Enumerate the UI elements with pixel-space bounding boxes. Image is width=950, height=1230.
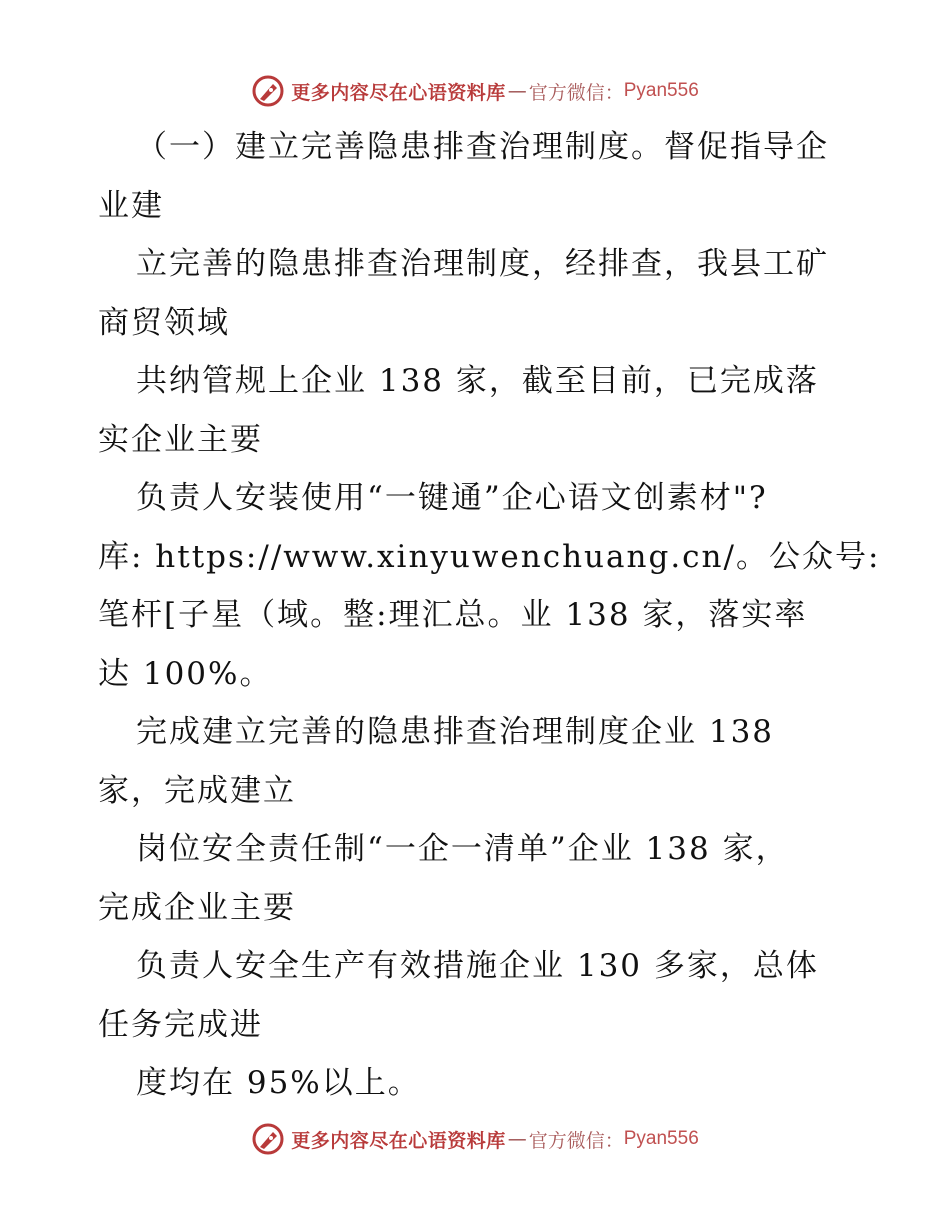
body-line: 业建 (98, 187, 164, 224)
body-line: 达 100%。 (98, 655, 273, 692)
body-line: 完成建立完善的隐患排查治理制度企业 138 (136, 714, 775, 750)
body-line: 库: https://www.xinyuwenchuang.cn/。公众号: (98, 538, 881, 575)
body-line: 岗位安全责任制“一企一清单”企业 138 家， (136, 831, 789, 867)
body-line: 笔杆[子星（域。整:理汇总。业 138 家，落实率 (98, 597, 808, 633)
pen-nib-logo-icon (251, 1122, 285, 1156)
footer-watermark-banner (0, 1122, 950, 1156)
banner-wechat-handle: Pyan556 (623, 1128, 699, 1149)
banner-official-label: 官方微信： (528, 81, 624, 104)
body-line: 负责人安全生产有效措施企业 130 多家，总体 (136, 948, 819, 984)
banner-promo-text: 更多内容尽在心语资料库 (291, 81, 506, 104)
banner-wechat-handle: Pyan556 (623, 80, 699, 101)
body-line: 完成企业主要 (98, 889, 296, 926)
banner-promo-text: 更多内容尽在心语资料库 (291, 1129, 506, 1152)
body-line: 商贸领域 (98, 304, 230, 341)
body-line: 立完善的隐患排查治理制度，经排查，我县工矿 (136, 246, 829, 282)
body-line: 实企业主要 (98, 421, 263, 458)
body-line: 共纳管规上企业 138 家，截至目前，已完成落 (136, 363, 819, 399)
body-line: 度均在 95%以上。 (136, 1065, 421, 1101)
body-line: （一）建立完善隐患排查治理制度。督促指导企 (136, 129, 829, 165)
banner-official-label: 官方微信： (528, 1129, 624, 1152)
body-line: 家，完成建立 (98, 772, 296, 809)
document-body (98, 118, 881, 1113)
banner-dash: — (507, 1128, 527, 1150)
body-line: 任务完成进 (98, 1006, 263, 1043)
body-line: 负责人安装使用“一键通”企心语文创素材"? (136, 480, 768, 516)
pen-nib-logo-icon (251, 74, 285, 108)
banner-dash: — (507, 80, 527, 102)
header-watermark-banner (0, 74, 950, 108)
